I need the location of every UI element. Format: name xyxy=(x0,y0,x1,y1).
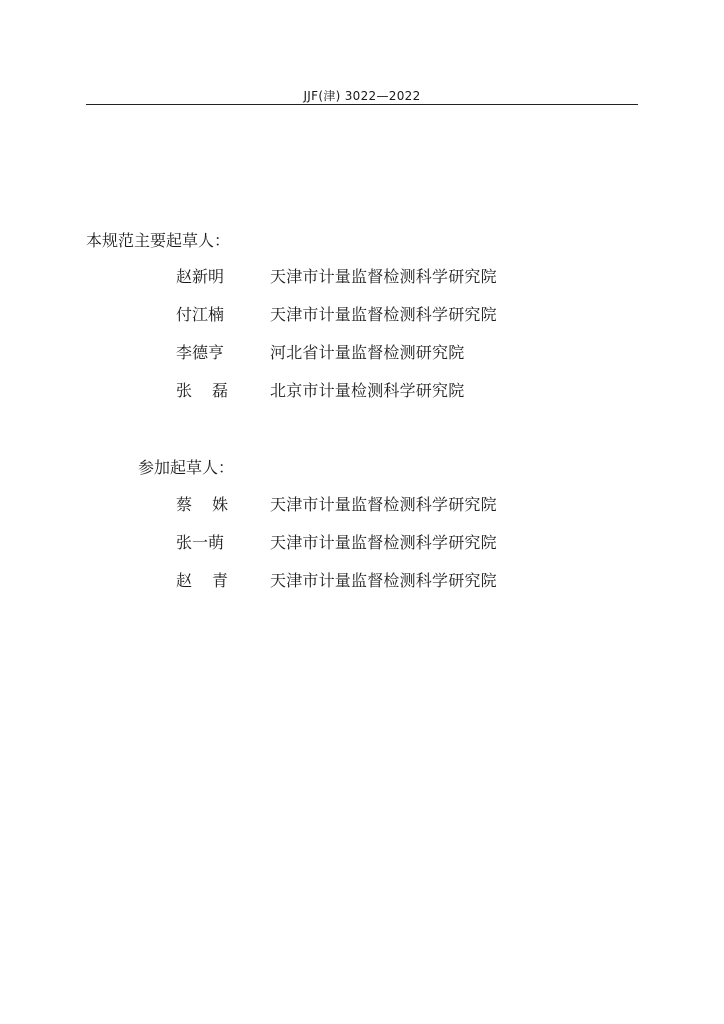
drafter-row xyxy=(176,494,497,532)
drafter-organization: 天津市计量监督检测科学研究院 xyxy=(270,267,497,286)
drafter-name xyxy=(176,342,270,364)
drafter-name-text: 赵新明 xyxy=(176,267,225,286)
header-rule xyxy=(86,104,638,105)
drafter-name xyxy=(176,266,270,288)
drafter-row xyxy=(176,380,497,418)
drafter-organization: 天津市计量监督检测科学研究院 xyxy=(270,571,497,590)
drafter-name xyxy=(176,570,228,592)
drafter-given-name: 姝 xyxy=(211,495,228,514)
drafter-name xyxy=(176,380,228,402)
drafter-organization: 天津市计量监督检测科学研究院 xyxy=(270,533,497,552)
drafter-row xyxy=(176,304,497,342)
drafter-name-text: 张一萌 xyxy=(176,533,225,552)
drafter-given-name: 磊 xyxy=(211,381,228,400)
drafter-name xyxy=(176,304,270,326)
drafter-surname: 张 xyxy=(176,381,193,400)
document-code-header: JJF(津) 3022—2022 xyxy=(303,89,421,103)
drafter-given-name: 青 xyxy=(211,571,228,590)
drafter-name xyxy=(176,494,228,516)
drafter-organization: 天津市计量监督检测科学研究院 xyxy=(270,305,497,324)
drafter-organization: 河北省计量监督检测研究院 xyxy=(270,343,465,362)
drafter-name xyxy=(176,532,270,554)
participating-drafters-heading: 参加起草人： xyxy=(138,458,235,477)
drafter-name-text: 李德亨 xyxy=(176,343,225,362)
drafter-row xyxy=(176,570,497,608)
drafter-name-text: 付江楠 xyxy=(176,305,225,324)
drafter-organization: 天津市计量监督检测科学研究院 xyxy=(270,495,497,514)
drafter-row xyxy=(176,532,497,570)
drafter-surname: 蔡 xyxy=(176,495,193,514)
drafter-row xyxy=(176,342,497,380)
main-drafters-list xyxy=(176,266,497,418)
drafter-row xyxy=(176,266,497,304)
main-drafters-heading: 本规范主要起草人： xyxy=(86,231,231,250)
drafter-organization: 北京市计量检测科学研究院 xyxy=(270,381,465,400)
participating-drafters-list xyxy=(176,494,497,608)
drafter-surname: 赵 xyxy=(176,571,193,590)
